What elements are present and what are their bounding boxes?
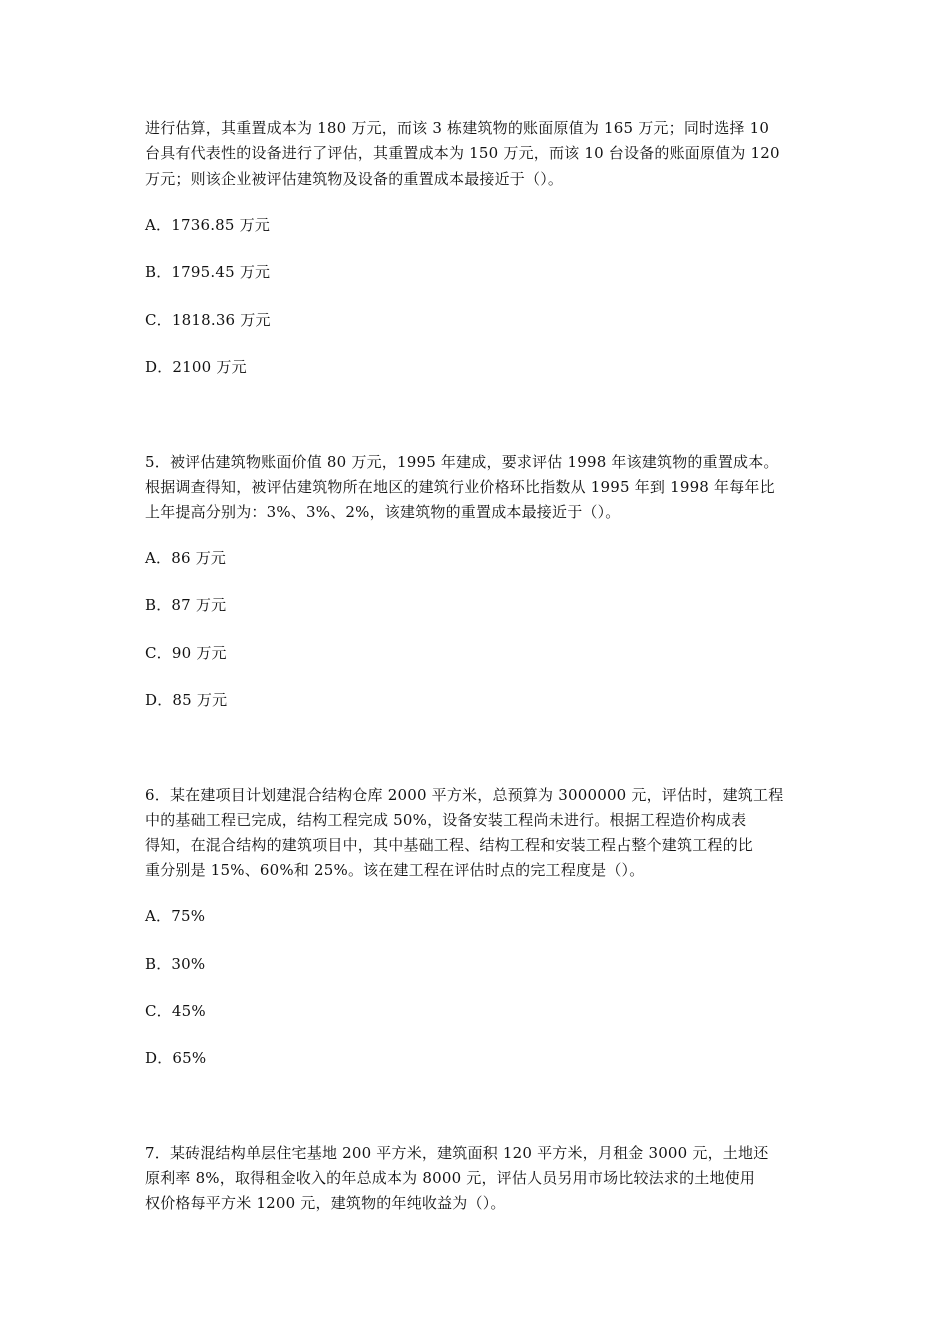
option-d: D．65% [145,1049,207,1067]
question-stem-line: 重分别是 15%、60%和 25%。该在建工程在评估时点的完工程度是（）。 [145,861,645,879]
option-b: B．87 万元 [145,596,227,614]
option-d: D．2100 万元 [145,358,247,376]
option-c: C．45% [145,1002,206,1020]
question-stem-line: 原利率 8%，取得租金收入的年总成本为 8000 元，评估人员另用市场比较法求的土地使用 [145,1169,756,1187]
question-stem-line: 上年提高分别为：3%、3%、2%，该建筑物的重置成本最接近于（）。 [145,503,621,521]
question-stem-line: 中的基础工程已完成，结构工程完成 50%，设备安装工程尚未进行。根据工程造价构成表 [145,811,747,829]
question-stem-line: 万元；则该企业被评估建筑物及设备的重置成本最接近于（）。 [145,170,564,188]
question-stem-line: 7．某砖混结构单层住宅基地 200 平方米，建筑面积 120 平方米，月租金 3000 元，土地还 [145,1144,769,1162]
question-stem-line: 根据调查得知，被评估建筑物所在地区的建筑行业价格环比指数从 1995 年到 1998 年每年比 [145,478,775,496]
question-stem-line: 5．被评估建筑物账面价值 80 万元，1995 年建成，要求评估 1998 年该建筑物的重置成本。 [145,453,779,471]
question-stem-line: 台具有代表性的设备进行了评估，其重置成本为 150 万元，而该 10 台设备的账面原值为 120 [145,144,780,162]
option-d: D．85 万元 [145,691,228,709]
option-b: B．30% [145,955,206,973]
question-stem-line: 得知，在混合结构的建筑项目中，其中基础工程、结构工程和安装工程占整个建筑工程的比 [145,836,754,854]
option-a: A．86 万元 [145,549,227,567]
option-a: A．1736.85 万元 [145,216,271,234]
question-stem-line: 权价格每平方米 1200 元，建筑物的年纯收益为（）。 [145,1194,506,1212]
question-stem-line: 进行估算，其重置成本为 180 万元，而该 3 栋建筑物的账面原值为 165 万元；同时选择 10 [145,119,770,137]
option-c: C．90 万元 [145,644,227,662]
question-stem-line: 6．某在建项目计划建混合结构仓库 2000 平方米，总预算为 3000000 元，评估时，建筑工程 [145,786,784,804]
option-a: A．75% [145,907,206,925]
option-b: B．1795.45 万元 [145,263,271,281]
option-c: C．1818.36 万元 [145,311,271,329]
